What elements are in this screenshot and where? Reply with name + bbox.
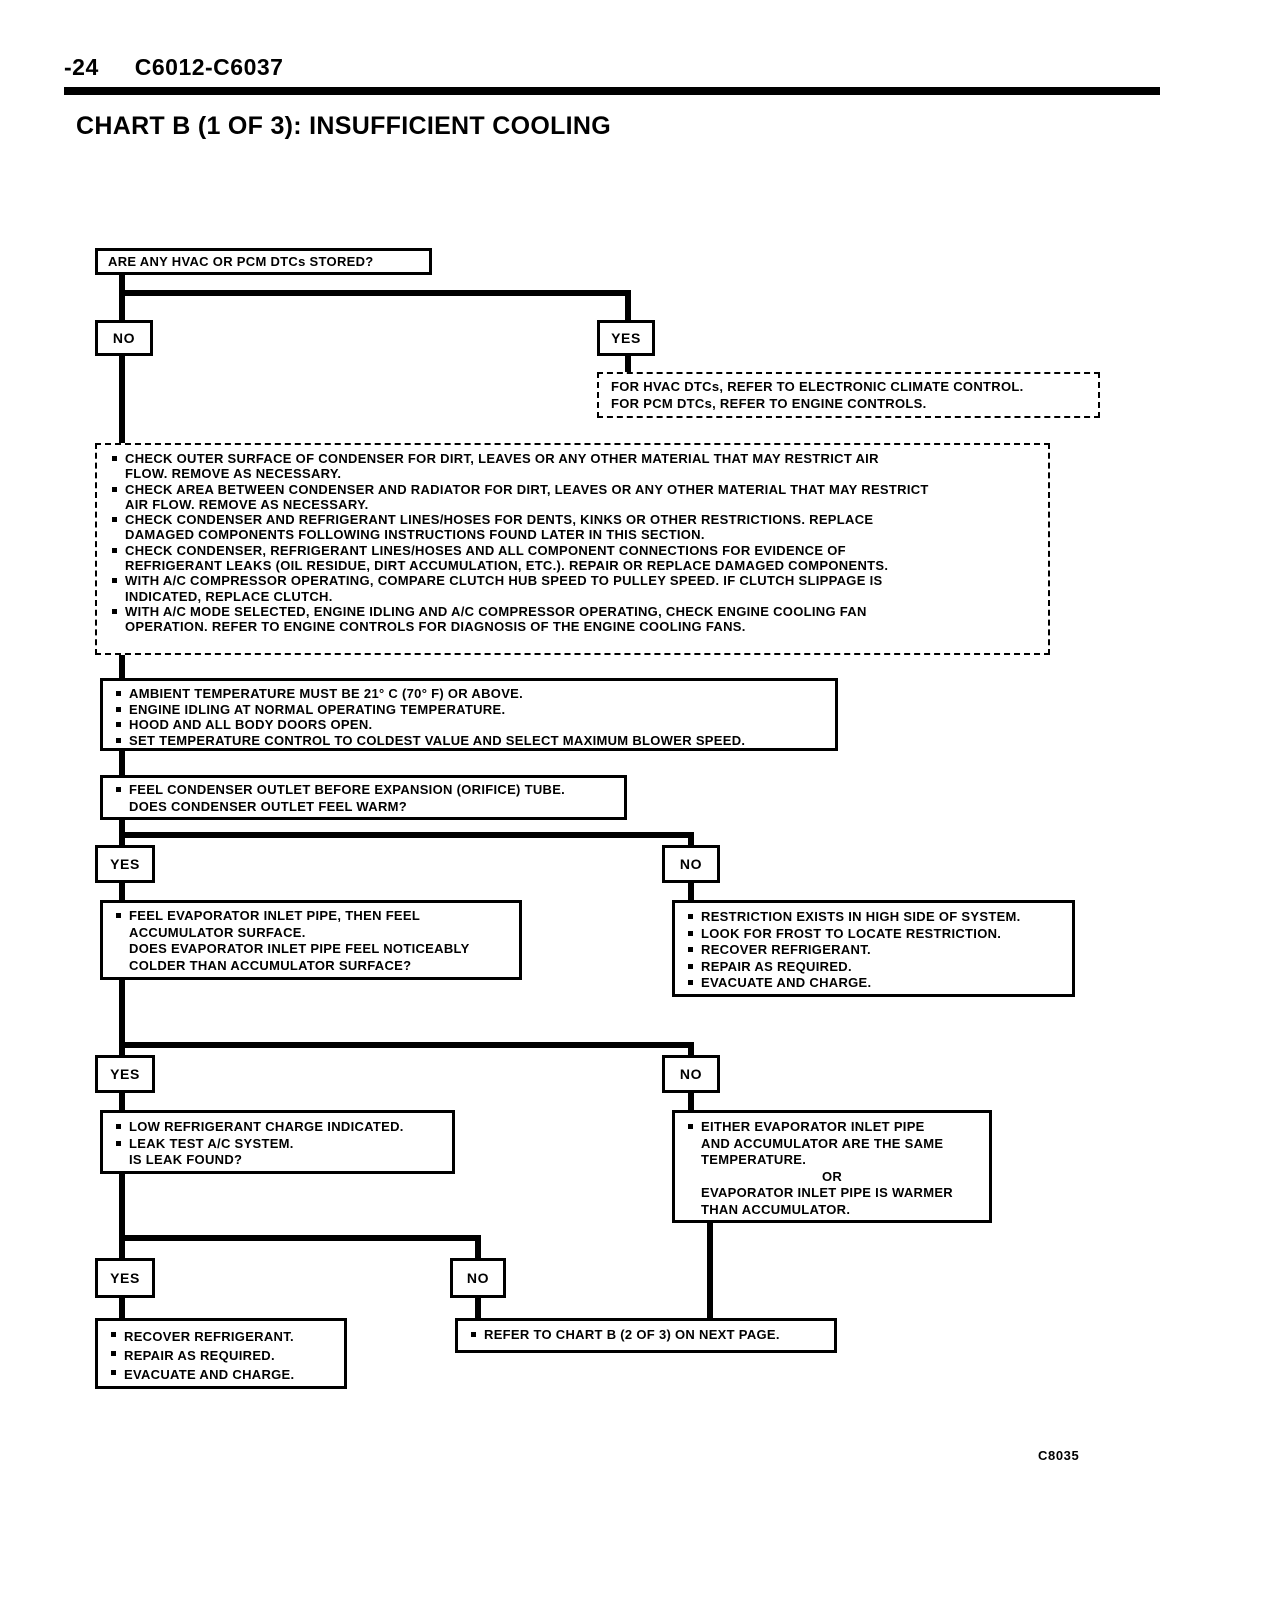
action-box-recover-refrigerant	[95, 1318, 347, 1389]
check-item-cont: AIR FLOW. REMOVE AS NECESSARY.	[125, 496, 369, 512]
action-line-alt-cont: THAN ACCUMULATOR.	[701, 1201, 851, 1217]
action-line: FOR HVAC DTCs, REFER TO ELECTRONIC CLIMATE CONTROL.	[611, 379, 1024, 394]
action-item: EVACUATE AND CHARGE.	[685, 975, 1062, 992]
no-badge-2	[662, 845, 720, 883]
action-item: REFER TO CHART B (2 OF 3) ON NEXT PAGE.	[468, 1327, 824, 1343]
decision-step-cont: ACCUMULATOR SURFACE.	[129, 924, 306, 940]
check-item-cont: INDICATED, REPLACE CLUTCH.	[125, 588, 333, 604]
doc-code: C6012-C6037	[134, 54, 284, 80]
action-line-cont: AND ACCUMULATOR ARE THE SAME	[701, 1135, 944, 1151]
chart-title: CHART B (1 OF 3): INSUFFICIENT COOLING	[76, 112, 611, 140]
page-header	[64, 54, 283, 81]
decision-step: LOW REFRIGERANT CHARGE INDICATED.	[113, 1119, 442, 1136]
figure-code: C8035	[1038, 1448, 1080, 1463]
decision-text: ARE ANY HVAC OR PCM DTCs STORED?	[108, 254, 374, 269]
connector-line	[119, 290, 631, 296]
action-box-dtc-refer	[597, 372, 1100, 418]
connector-line	[688, 832, 694, 845]
page-number: -24	[64, 54, 99, 80]
action-box-same-temperature	[672, 1110, 992, 1223]
no-label: NO	[112, 330, 136, 346]
decision-box-condenser-outlet	[100, 775, 627, 820]
action-item: LOOK FOR FROST TO LOCATE RESTRICTION.	[685, 926, 1062, 943]
condition-item: HOOD AND ALL BODY DOORS OPEN.	[113, 717, 825, 733]
condition-item: SET TEMPERATURE CONTROL TO COLDEST VALUE AND SELECT MAXIMUM BLOWER SPEED.	[113, 733, 825, 749]
connector-line	[119, 1235, 481, 1241]
connector-line	[119, 883, 125, 900]
connector-line	[119, 1174, 125, 1258]
yes-label: YES	[110, 1270, 140, 1286]
connector-line	[119, 832, 694, 838]
decision-step: LEAK TEST A/C SYSTEM.	[113, 1136, 442, 1153]
check-item: CHECK AREA BETWEEN CONDENSER AND RADIATOR FOR DIRT, LEAVES OR ANY OTHER MATERIAL THAT MAY RESTRICT	[109, 482, 1036, 497]
action-line-alt: EVAPORATOR INLET PIPE IS WARMER	[701, 1185, 953, 1200]
connector-line	[688, 883, 694, 900]
action-item: REPAIR AS REQUIRED.	[685, 959, 1062, 976]
action-line: EITHER EVAPORATOR INLET PIPE	[685, 1119, 979, 1136]
action-box-restriction	[672, 900, 1075, 997]
connector-line	[475, 1298, 481, 1318]
check-item-cont: OPERATION. REFER TO ENGINE CONTROLS FOR DIAGNOSIS OF THE ENGINE COOLING FANS.	[125, 619, 746, 635]
header-rule	[64, 87, 1160, 95]
action-line-cont: TEMPERATURE.	[701, 1152, 807, 1167]
action-box-preliminary-checks	[95, 443, 1050, 655]
action-item: RECOVER REFRIGERANT.	[108, 1327, 334, 1346]
check-item: CHECK CONDENSER, REFRIGERANT LINES/HOSES AND ALL COMPONENT CONNECTIONS FOR EVIDENCE OF	[109, 543, 1036, 558]
connector-line	[688, 1093, 694, 1110]
decision-step: FEEL EVAPORATOR INLET PIPE, THEN FEEL	[113, 908, 509, 925]
yes-badge-4	[95, 1258, 155, 1298]
decision-box-evaporator-inlet	[100, 900, 522, 980]
connector-line	[119, 272, 125, 320]
no-badge-3	[662, 1055, 720, 1093]
yes-badge-1	[597, 320, 655, 356]
no-badge-4	[450, 1258, 506, 1298]
check-item: CHECK CONDENSER AND REFRIGERANT LINES/HOSES FOR DENTS, KINKS OR OTHER RESTRICTIONS. REPLACE	[109, 512, 1036, 527]
yes-label: YES	[110, 856, 140, 872]
check-item: WITH A/C MODE SELECTED, ENGINE IDLING AND A/C COMPRESSOR OPERATING, CHECK ENGINE COOLING FAN	[109, 604, 1036, 619]
connector-line	[119, 1093, 125, 1110]
or-separator: OR	[821, 1168, 843, 1184]
decision-question: DOES EVAPORATOR INLET PIPE FEEL NOTICEABLY	[129, 941, 470, 956]
no-label: NO	[466, 1270, 490, 1286]
connector-line	[475, 1235, 481, 1258]
decision-question-cont: COLDER THAN ACCUMULATOR SURFACE?	[129, 957, 412, 973]
connector-line	[119, 655, 125, 678]
decision-step: FEEL CONDENSER OUTLET BEFORE EXPANSION (ORIFICE) TUBE.	[113, 782, 614, 799]
yes-badge-2	[95, 845, 155, 883]
connector-line	[119, 1042, 694, 1048]
check-item-cont: FLOW. REMOVE AS NECESSARY.	[125, 466, 342, 482]
action-item: REPAIR AS REQUIRED.	[108, 1346, 334, 1365]
condition-item: ENGINE IDLING AT NORMAL OPERATING TEMPERATURE.	[113, 702, 825, 718]
connector-line	[625, 356, 631, 372]
connector-line	[119, 750, 125, 775]
no-label: NO	[679, 1066, 703, 1082]
decision-question: IS LEAK FOUND?	[129, 1152, 243, 1167]
no-badge-1	[95, 320, 153, 356]
action-box-test-conditions	[100, 678, 838, 751]
yes-badge-3	[95, 1055, 155, 1093]
check-item: CHECK OUTER SURFACE OF CONDENSER FOR DIRT, LEAVES OR ANY OTHER MATERIAL THAT MAY RESTRICT AIR	[109, 451, 1036, 466]
check-item-cont: DAMAGED COMPONENTS FOLLOWING INSTRUCTIONS FOUND LATER IN THIS SECTION.	[125, 527, 705, 543]
action-item: RESTRICTION EXISTS IN HIGH SIDE OF SYSTEM.	[685, 909, 1062, 926]
yes-label: YES	[611, 330, 641, 346]
yes-label: YES	[110, 1066, 140, 1082]
action-line: FOR PCM DTCs, REFER TO ENGINE CONTROLS.	[611, 396, 927, 411]
decision-box-dtcs-stored	[95, 248, 432, 275]
action-item: EVACUATE AND CHARGE.	[108, 1365, 334, 1384]
connector-line	[119, 356, 125, 443]
action-item: RECOVER REFRIGERANT.	[685, 942, 1062, 959]
check-item-cont: REFRIGERANT LEAKS (OIL RESIDUE, DIRT ACCUMULATION, ETC.). REPAIR OR REPLACE DAMAGED COMPONENTS.	[125, 558, 889, 574]
connector-line	[688, 1042, 694, 1055]
decision-question: DOES CONDENSER OUTLET FEEL WARM?	[129, 798, 408, 814]
no-label: NO	[679, 856, 703, 872]
condition-item: AMBIENT TEMPERATURE MUST BE 21° C (70° F) OR ABOVE.	[113, 686, 825, 702]
connector-line	[625, 290, 631, 320]
connector-line	[707, 1223, 713, 1318]
action-box-refer-next-chart	[455, 1318, 837, 1353]
connector-line	[119, 1298, 125, 1318]
decision-box-leak-test	[100, 1110, 455, 1174]
check-item: WITH A/C COMPRESSOR OPERATING, COMPARE CLUTCH HUB SPEED TO PULLEY SPEED. IF CLUTCH SLIPPAGE IS	[109, 573, 1036, 588]
